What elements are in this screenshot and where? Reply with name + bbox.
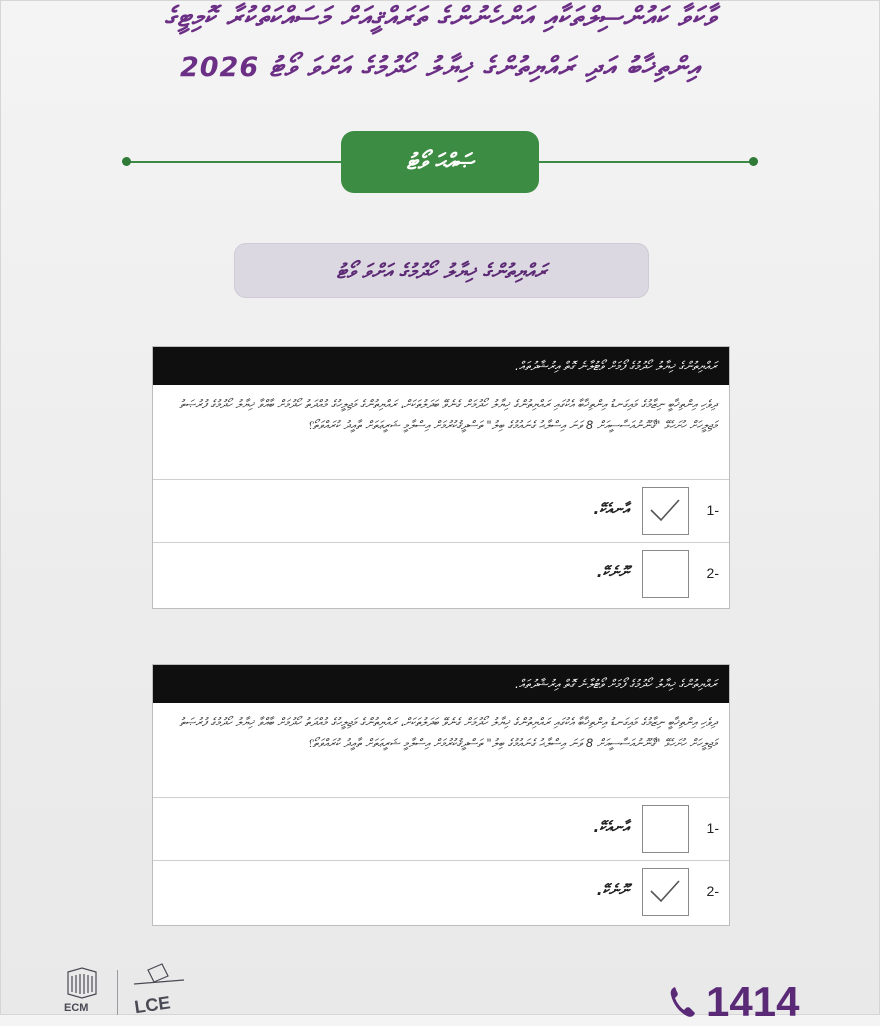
ballot-option-row (153, 480, 729, 543)
checkbox[interactable] (642, 868, 689, 916)
ballot-header: ރައްޔިތުންގެ ޚިޔާލު ހޯދުމުގެ ފޯމަށް ވޯޓުލާނެ ގޮތް އިރުޝާދުތައް. (153, 665, 729, 703)
ecm-logo (62, 966, 102, 1016)
option-label: ނޫނެކޭ. (596, 563, 629, 581)
lce-logo (128, 962, 190, 1019)
ballot-sample-2 (152, 664, 730, 926)
ballot-option-row (153, 798, 729, 861)
option-label: ނޫނެކޭ. (596, 881, 629, 899)
checkbox[interactable] (642, 487, 689, 535)
phone-icon (668, 985, 698, 1019)
option-number: 1- (706, 502, 719, 518)
option-number: 2- (706, 883, 719, 899)
divider-dot-left (122, 157, 131, 166)
svg-text:ECM: ECM (64, 1002, 89, 1012)
ballot-question: ދިވެހި އިންތިޚާބީ ނިޒާމުގެ މައިގަނޑު އިންތިޚާބާ އެކުގައި ރައްޔިތުންގެ ޚިޔާލު ހޯދުމަށް ގެނެވޭ ބަދަލުތަކަށް، ރައްޔިތުންގެ މަޖިލީހުގެ މުއްދަތު ހޯދުމަށް ބާއްވާ ޚިޔާލު ހޯދުމުގެ ފުރުޞަތު މަޖިލީހަށް ހުށަހެޅޭ "ޤާނޫނުއަސާސީއަށް 8 ވަނަ އިސްލާޙު ގެނައުމުގެ ބިލު" ތަސްދީޤުކުރުމަށް އިސްލާމީ ޝަރީޢަތަށް ތާއީދު ކުރައްވަތޯ؟ (153, 703, 729, 798)
ballot-sample-1 (152, 346, 730, 609)
checkmark-icon (649, 496, 681, 524)
option-number: 2- (706, 565, 719, 581)
section-label: ޞައްޙަ ވޯޓު (341, 131, 539, 193)
checkmark-icon (649, 877, 681, 905)
logo-separator (117, 970, 118, 1015)
option-label: އާނއެކޭ. (593, 818, 629, 836)
section-sublabel: ރައްޔިތުންގެ ޚިޔާލު ހޯދުމުގެ އަށްވަ ވޯޓު (234, 243, 649, 298)
divider-dot-right (749, 157, 758, 166)
hotline-number: 1414 (706, 978, 800, 1025)
ballot-question: ދިވެހި އިންތިޚާބީ ނިޒާމުގެ މައިގަނޑު އިންތިޚާބާ އެކުގައި ރައްޔިތުންގެ ޚިޔާލު ހޯދުމަށް ގެނެވޭ ބަދަލުތަކަށް، ރައްޔިތުންގެ މަޖިލީހުގެ މުއްދަތު ހޯދުމަށް ބާއްވާ ޚިޔާލު ހޯދުމުގެ ފުރުޞަތު މަޖިލީހަށް ހުށަހެޅޭ "ޤާނޫނުއަސާސީއަށް 8 ވަނަ އިސްލާޙު ގެނައުމުގެ ބިލު" ތަސްދީޤުކުރުމަށް އިސްލާމީ ޝަރީޢަތަށް ތާއީދު ކުރައްވަތޯ؟ (153, 385, 729, 480)
ballot-option-row (153, 861, 729, 923)
checkbox[interactable] (642, 550, 689, 598)
option-label: އާނއެކޭ. (593, 500, 629, 518)
option-number: 1- (706, 820, 719, 836)
page-title-line-2: އިންތިޚާބު އަދި ރައްޔިތުންގެ ޚިޔާލު ހޯދުމުގެ އަށްވަ ވޯޓު 2026 (179, 52, 701, 83)
svg-text:LCE: LCE (133, 992, 172, 1015)
page-title-line-1: ވާކަވާ ކައުންސިލްތަކާއި އަންހެނުންގެ ތަރައްޤީއަށް މަސައްކަތްކުރާ ކޮމިޓީގެ (164, 2, 716, 33)
checkbox[interactable] (642, 805, 689, 853)
ballot-option-row (153, 543, 729, 605)
hotline[interactable] (668, 978, 799, 1026)
ballot-header: ރައްޔިތުންގެ ޚިޔާލު ހޯދުމުގެ ފޯމަށް ވޯޓުލާނެ ގޮތް އިރުޝާދުތައް. (153, 347, 729, 385)
